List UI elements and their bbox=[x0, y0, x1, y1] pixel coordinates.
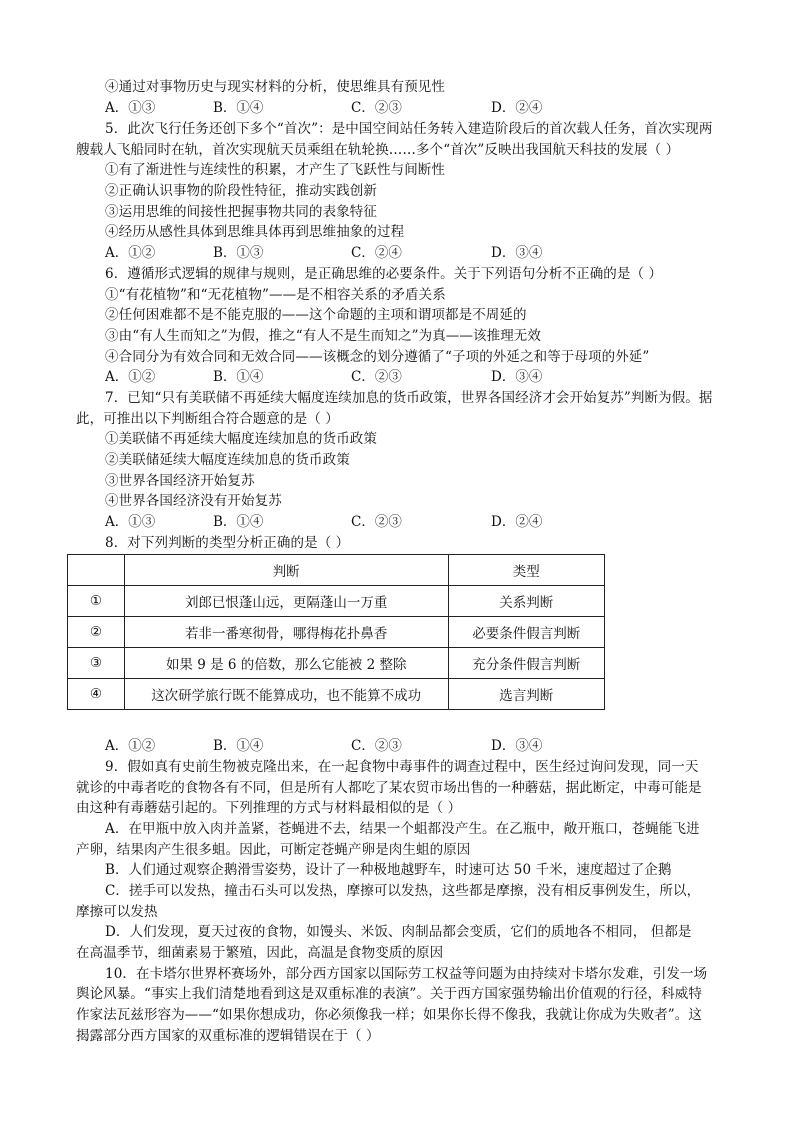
q8-option-d: D．③④ bbox=[491, 738, 543, 754]
judgment-table bbox=[67, 554, 605, 710]
table-header-row bbox=[68, 555, 605, 586]
table-cell-judgment: 如果 9 是 6 的倍数，那么它能被 2 整除 bbox=[124, 648, 448, 679]
q4-option-b: B．①④ bbox=[213, 100, 264, 116]
table-cell-index: ③ bbox=[68, 648, 125, 679]
table-cell-type: 选言判断 bbox=[448, 679, 604, 710]
q9-option-a-line-1: A．在甲瓶中放入肉并盖紧，苍蝇进不去，结果一个蛆都没产生。在乙瓶中，敞开瓶口，苍蝇能飞进 bbox=[105, 821, 700, 837]
table-cell-index: ① bbox=[68, 586, 125, 617]
q9-option-d-line-1: D．人们发现，夏天过夜的食物，如馒头、米饭、肉制品都会变质，它们的质地各不相同， 但都是 bbox=[105, 924, 692, 940]
table-header-cell: 类型 bbox=[448, 555, 604, 586]
q9-stem-line-2: 就诊的中毒者吃的食物各有不同，但是所有人都吃了某农贸市场出售的一种蘑菇，据此断定，中毒可能是 bbox=[76, 780, 702, 796]
q5-option-d: D．③④ bbox=[491, 245, 543, 261]
q9-option-b: B．人们通过观察企鹅滑雪姿势，设计了一种极地越野车，时速可达 50 千米，速度超过了企鹅 bbox=[105, 862, 672, 878]
table-cell-index: ④ bbox=[68, 679, 125, 710]
table-cell-judgment: 若非一番寒彻骨，哪得梅花扑鼻香 bbox=[124, 617, 448, 648]
q6-item-4: ④合同分为有效合同和无效合同——该概念的划分遵循了“子项的外延之和等于母项的外延” bbox=[105, 349, 650, 365]
q7-stem-line-1: 7．已知“只有美联储不再延续大幅度连续加息的货币政策，世界各国经济才会开始复苏”判断为假。据 bbox=[105, 390, 713, 406]
q9-option-c-line-2: 摩擦可以发热 bbox=[76, 904, 158, 920]
q8-stem: 8．对下列判断的类型分析正确的是（ ） bbox=[105, 535, 350, 551]
q6-option-c: C．②③ bbox=[351, 369, 402, 385]
q5-option-c: C．②④ bbox=[351, 245, 402, 261]
q6-stem: 6．遵循形式逻辑的规律与规则，是正确思维的必要条件。关于下列语句分析不正确的是（ ） bbox=[105, 266, 663, 282]
q5-item-3: ③运用思维的间接性把握事物共同的表象特征 bbox=[105, 204, 377, 220]
q7-item-2: ②美联储延续大幅度连续加息的货币政策 bbox=[105, 452, 350, 468]
table-cell-type: 必要条件假言判断 bbox=[448, 617, 604, 648]
q7-option-c: C．②③ bbox=[351, 514, 402, 530]
q9-stem-line-1: 9．假如真有史前生物被克隆出来，在一起食物中毒事件的调查过程中，医生经过询问发现，同一天 bbox=[105, 759, 699, 775]
q6-option-b: B．①④ bbox=[213, 369, 264, 385]
q9-option-a-line-2: 产卵，结果肉产生很多蛆。因此，可断定苍蝇产卵是肉生蛆的原因 bbox=[76, 842, 471, 858]
table-row bbox=[68, 586, 605, 617]
q4-item-4: ④通过对事物历史与现实材料的分析，使思维具有预见性 bbox=[105, 79, 445, 95]
table-cell-judgment: 这次研学旅行既不能算成功，也不能算不成功 bbox=[124, 679, 448, 710]
q4-option-c: C．②③ bbox=[351, 100, 402, 116]
q10-stem-line-3: 作家法瓦兹形容为——“如果你想成功，你必须像我一样；如果你长得不像我，我就让你成为失败者”。这 bbox=[76, 1007, 703, 1023]
table-row bbox=[68, 679, 605, 710]
q5-stem-line-1: 5．此次飞行任务还创下多个“首次”：是中国空间站任务转入建造阶段后的首次载人任务，首次实现两 bbox=[105, 121, 713, 137]
q8-option-c: C．②③ bbox=[351, 738, 402, 754]
q6-item-1: ①“有花植物”和“无花植物”——是不相容关系的矛盾关系 bbox=[105, 287, 446, 303]
q7-item-4: ④世界各国经济没有开始复苏 bbox=[105, 493, 282, 509]
table-row bbox=[68, 617, 605, 648]
table-header-cell: 判断 bbox=[124, 555, 448, 586]
q7-stem-line-2: 此，可推出以下判断组合符合题意的是（ ） bbox=[76, 411, 339, 427]
q7-item-1: ①美联储不再延续大幅度连续加息的货币政策 bbox=[105, 431, 377, 447]
q5-stem-line-2: 艘载人飞船同时在轨，首次实现航天员乘组在轨轮换……多个“首次”反映出我国航天科技的发展（ ） bbox=[76, 142, 680, 158]
q9-stem-line-3: 由这种有毒蘑菇引起的。下列推理的方式与材料最相似的是（ ） bbox=[76, 800, 462, 816]
q6-item-2: ②任何困难都不是不能克服的——这个命题的主项和谓项都是不周延的 bbox=[105, 307, 527, 323]
q7-item-3: ③世界各国经济开始复苏 bbox=[105, 473, 255, 489]
q7-option-d: D．②④ bbox=[491, 514, 543, 530]
q6-option-d: D．③④ bbox=[491, 369, 543, 385]
q5-item-4: ④经历从感性具体到思维具体再到思维抽象的过程 bbox=[105, 224, 405, 240]
q9-option-c-line-1: C．搓手可以发热，撞击石头可以发热，摩擦可以发热，这些都是摩擦，没有相反事例发生，所以， bbox=[105, 883, 701, 899]
q10-stem-line-1: 10．在卡塔尔世界杯赛场外，部分西方国家以国际劳工权益等问题为由持续对卡塔尔发难，引发一场 bbox=[105, 966, 708, 982]
q6-option-a: A．①② bbox=[105, 369, 156, 385]
q6-item-3: ③由“有人生而知之”为假，推之“有人不是生而知之”为真——该推理无效 bbox=[105, 328, 542, 344]
table-cell-type: 充分条件假言判断 bbox=[448, 648, 604, 679]
q10-stem-line-2: 舆论风暴。“事实上我们清楚地看到这是双重标准的表演”。关于西方国家强势输出价值观的行径，科威特 bbox=[76, 986, 703, 1002]
table-cell-type: 关系判断 bbox=[448, 586, 604, 617]
q8-option-a: A．①② bbox=[105, 738, 156, 754]
q4-option-d: D．②④ bbox=[491, 100, 543, 116]
q5-item-1: ①有了渐进性与连续性的积累，才产生了飞跃性与间断性 bbox=[105, 162, 445, 178]
q7-option-b: B．①④ bbox=[213, 514, 264, 530]
q5-item-2: ②正确认识事物的阶段性特征，推动实践创新 bbox=[105, 183, 377, 199]
q8-option-b: B．①④ bbox=[213, 738, 264, 754]
q9-option-d-line-2: 在高温季节，细菌素易于繁殖，因此，高温是食物变质的原因 bbox=[76, 945, 444, 961]
table-cell-index: ② bbox=[68, 617, 125, 648]
q7-option-a: A．①③ bbox=[105, 514, 156, 530]
table-row bbox=[68, 648, 605, 679]
q10-stem-line-4: 揭露部分西方国家的双重标准的逻辑错误在于（ ） bbox=[76, 1028, 380, 1044]
q5-option-a: A．①② bbox=[105, 245, 156, 261]
table-cell-judgment: 刘郎已恨蓬山远，更隔蓬山一万重 bbox=[124, 586, 448, 617]
q5-option-b: B．①③ bbox=[213, 245, 264, 261]
table-header-cell bbox=[68, 555, 125, 586]
q4-option-a: A．①③ bbox=[105, 100, 156, 116]
